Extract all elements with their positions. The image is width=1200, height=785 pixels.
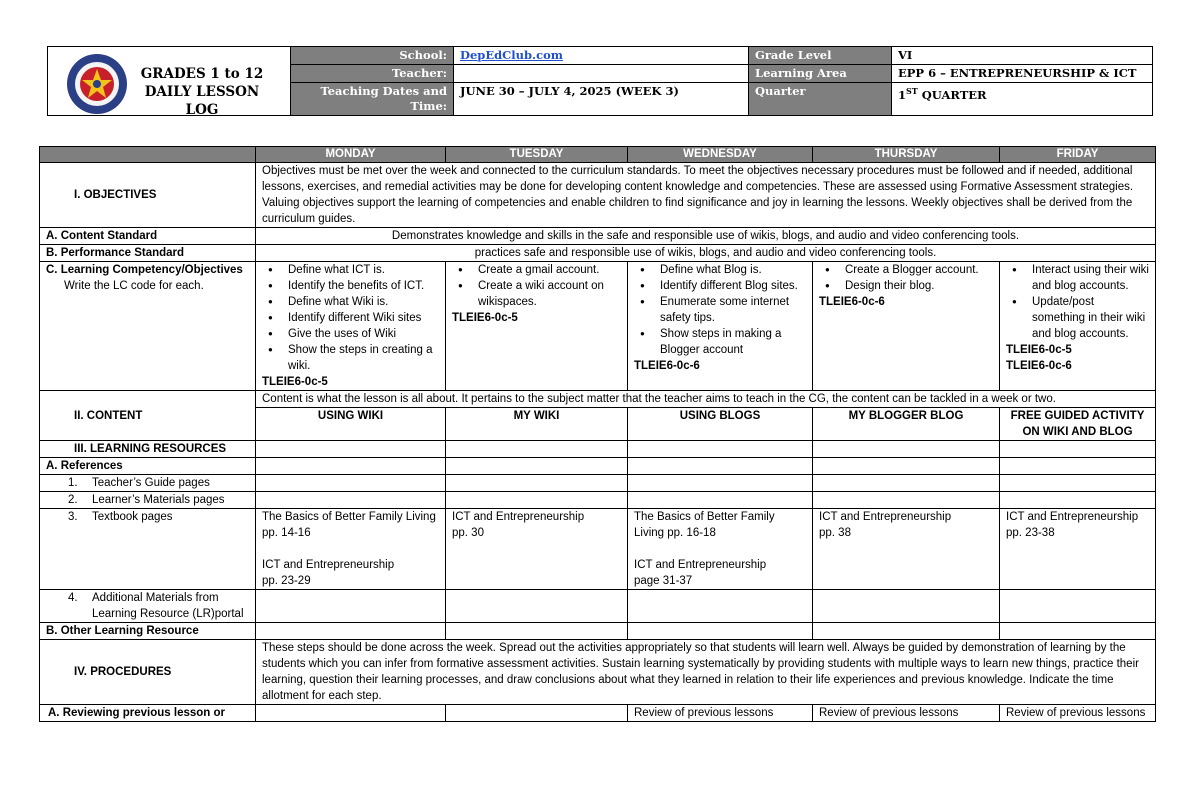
am-label [92, 590, 244, 622]
review-wednesday: Review of previous lessons [628, 705, 813, 722]
textbook-line: pp. 23-38 [1006, 527, 1055, 539]
competency-friday [1000, 262, 1156, 391]
lc-codes [819, 294, 993, 310]
textbook-friday [1000, 509, 1156, 590]
other-resource-label: B. Other Learning Resource [40, 623, 256, 640]
am-label-1: Additional Materials from [92, 592, 219, 604]
textbook-line: ICT and Entrepreneurship [262, 559, 395, 571]
review-tuesday [446, 705, 628, 722]
lm-label: Learner’s Materials pages [92, 494, 225, 506]
competency-item: ● Identify the benefits of ICT. [288, 278, 439, 294]
am-num: 4. [68, 592, 78, 604]
textbook-line [262, 541, 439, 557]
competency-item: ● Interact using their wiki and blog accounts. [1032, 262, 1149, 294]
textbook-row [40, 509, 1156, 590]
competency-sublabel: Write the LC code for each. [64, 280, 204, 292]
textbook-tuesday [446, 509, 628, 590]
content-label: II. CONTENT [40, 391, 256, 441]
textbook-label [40, 509, 256, 590]
textbook-monday [256, 509, 446, 590]
additional-materials-row [40, 590, 1156, 623]
review-monday [256, 705, 446, 722]
day-thursday: THURSDAY [813, 147, 1000, 163]
lc-code: TLEIE6-0c-5 [452, 312, 518, 324]
competency-item: ● Define what Blog is. [660, 262, 806, 278]
competency-item: ● Identify different Blog sites. [660, 278, 806, 294]
competency-row [40, 262, 1156, 391]
textbook-wednesday [628, 509, 813, 590]
lc-codes [262, 374, 439, 390]
lesson-log-title [132, 65, 272, 119]
content-standard-row [40, 228, 1156, 245]
topic-thursday: MY BLOGGER BLOG [813, 408, 1000, 441]
tb-num: 3. [68, 511, 78, 523]
topic-friday: FREE GUIDED ACTIVITY ON WIKI AND BLOG [1000, 408, 1156, 441]
title-line-1: GRADES 1 to 12 [140, 66, 264, 82]
lc-code: TLEIE6-0c-6 [634, 360, 700, 372]
content-note-row [40, 391, 1156, 408]
objectives-text: Objectives must be met over the week and connected to the curriculum standards. To meet the objectives necessary procedures must be followed and if needed, additional lessons, exercises, and remedial activities may be done for developing content knowledge and competencies. These are assessed using Formative Assessment strategies. Valuing objectives support the learning of competencies and enable children to find significance and joy in learning the lessons. Weekly objectives shall be derived from the curriculum guides. [256, 163, 1156, 228]
quarter-label: Quarter [749, 83, 892, 116]
competency-list [1006, 262, 1149, 342]
references-label: A. References [40, 458, 256, 475]
tg-num: 1. [68, 477, 78, 489]
competency-list [634, 262, 806, 358]
resources-row [40, 441, 1156, 458]
lc-codes [1006, 342, 1149, 374]
textbook-line: ICT and Entrepreneurship [634, 559, 767, 571]
competency-label: C. Learning Competency/Objectives [46, 264, 243, 276]
day-tuesday: TUESDAY [446, 147, 628, 163]
competency-item: ● Identify different Wiki sites [288, 310, 439, 326]
competency-item: ● Enumerate some internet safety tips. [660, 294, 806, 326]
review-friday: Review of previous lessons [1000, 705, 1156, 722]
competency-thursday [813, 262, 1000, 391]
performance-standard-label: B. Performance Standard [40, 245, 256, 262]
quarter-num: 1 [898, 87, 907, 102]
lc-code: TLEIE6-0c-5 [262, 376, 328, 388]
textbook-line: The Basics of Better Family [634, 511, 775, 523]
review-thursday: Review of previous lessons [813, 705, 1000, 722]
procedures-label: IV. PROCEDURES [40, 640, 256, 705]
competency-item: ● Show the steps in creating a wiki. [288, 342, 439, 374]
content-standard-label: A. Content Standard [40, 228, 256, 245]
competency-list [262, 262, 439, 374]
topic-tuesday: MY WIKI [446, 408, 628, 441]
logo-cell [48, 47, 291, 116]
school-link[interactable]: DepEdClub.com [460, 48, 563, 62]
teacher-label: Teacher: [291, 65, 454, 83]
performance-standard-text: practices safe and responsible use of wikis, blogs, and audio and video conferencing tools. [256, 245, 1156, 262]
textbook-thursday [813, 509, 1000, 590]
competency-item: ● Give the uses of Wiki [288, 326, 439, 342]
textbook-line: pp. 14-16 [262, 527, 311, 539]
references-row [40, 458, 1156, 475]
procedures-text: These steps should be done across the week. Spread out the activities appropriately so that students will learn well. Always be guided by demonstration of learning by the students which you can infer from formative assessment activities. Sustain learning systematically by providing students with multiple ways to learn new things, practice their learning, question their learning processes, and draw conclusions about what they learned in relation to their life experiences and previous knowledge. Indicate the time allotment for each step. [256, 640, 1156, 705]
competency-item: ● Create a Blogger account. [845, 262, 993, 278]
competency-item: ● Design their blog. [845, 278, 993, 294]
learners-materials-row [40, 492, 1156, 509]
textbook-line [634, 541, 806, 557]
learners-materials-label [40, 492, 256, 509]
topic-wednesday: USING BLOGS [628, 408, 813, 441]
tb-label: Textbook pages [92, 511, 173, 523]
review-label: A. Reviewing previous lesson or [40, 705, 256, 722]
competency-item: ● Define what ICT is. [288, 262, 439, 278]
competency-wednesday [628, 262, 813, 391]
performance-standard-row [40, 245, 1156, 262]
competency-tuesday [446, 262, 628, 391]
textbook-line: page 31-37 [634, 575, 693, 587]
dates-value: JUNE 30 – JULY 4, 2025 (WEEK 3) [454, 83, 749, 116]
header-table [47, 46, 1153, 116]
grade-level-value: VI [892, 47, 1153, 65]
topic-monday: USING WIKI [256, 408, 446, 441]
lm-num: 2. [68, 494, 78, 506]
am-label-2: Learning Resource (LR)portal [92, 608, 244, 620]
learning-area-label: Learning Area [749, 65, 892, 83]
objectives-label: I. OBJECTIVES [40, 163, 256, 228]
competency-item: ● Update/post something in their wiki and blog accounts. [1032, 294, 1149, 342]
textbook-line: ICT and Entrepreneurship [452, 511, 585, 523]
textbook-line: Living pp. 16-18 [634, 527, 716, 539]
daily-lesson-log-table [39, 146, 1156, 722]
other-resource-row [40, 623, 1156, 640]
additional-materials-label [40, 590, 256, 623]
textbook-line: pp. 38 [819, 527, 851, 539]
competency-item: ● Create a gmail account. [478, 262, 621, 278]
title-line-2: DAILY LESSON LOG [144, 84, 260, 118]
content-standard-text: Demonstrates knowledge and skills in the safe and responsible use of wikis, blogs, and audio and video conferencing tools. [256, 228, 1156, 245]
textbook-line: The Basics of Better Family Living [262, 511, 436, 523]
lc-code: TLEIE6-0c-6 [1006, 360, 1072, 372]
competency-item: ● Create a wiki account on wikispaces. [478, 278, 621, 310]
day-friday: FRIDAY [1000, 147, 1156, 163]
lc-codes [634, 358, 806, 374]
procedures-row [40, 640, 1156, 705]
quarter-value [892, 83, 1153, 116]
teachers-guide-row [40, 475, 1156, 492]
school-label: School: [291, 47, 454, 65]
days-corner [40, 147, 256, 163]
deped-seal-icon [66, 53, 128, 115]
teachers-guide-label [40, 475, 256, 492]
tg-label: Teacher’s Guide pages [92, 477, 210, 489]
textbook-line: pp. 23-29 [262, 575, 311, 587]
competency-list [452, 262, 621, 310]
textbook-line: pp. 30 [452, 527, 484, 539]
competency-monday [256, 262, 446, 391]
lc-code: TLEIE6-0c-5 [1006, 344, 1072, 356]
objectives-row [40, 163, 1156, 228]
competency-label-cell [40, 262, 256, 391]
quarter-text: QUARTER [917, 87, 987, 102]
lc-codes [452, 310, 621, 326]
competency-list [819, 262, 993, 294]
grade-level-label: Grade Level [749, 47, 892, 65]
teacher-value [454, 65, 749, 83]
school-value[interactable] [454, 47, 749, 65]
textbook-line: ICT and Entrepreneurship [819, 511, 952, 523]
lc-code: TLEIE6-0c-6 [819, 296, 885, 308]
competency-item: ● Define what Wiki is. [288, 294, 439, 310]
textbook-line: ICT and Entrepreneurship [1006, 511, 1139, 523]
content-note: Content is what the lesson is all about. It pertains to the subject matter that the teacher aims to teach in the CG, the content can be tackled in a week or two. [256, 391, 1156, 408]
learning-area-value: EPP 6 – ENTREPRENEURSHIP & ICT [892, 65, 1153, 83]
review-row [40, 705, 1156, 722]
quarter-sup: ST [906, 86, 918, 96]
competency-item: ● Show steps in making a Blogger account [660, 326, 806, 358]
day-monday: MONDAY [256, 147, 446, 163]
dates-label: Teaching Dates and Time: [291, 83, 454, 116]
resources-label: III. LEARNING RESOURCES [40, 441, 256, 458]
day-wednesday: WEDNESDAY [628, 147, 813, 163]
days-header-row [40, 147, 1156, 163]
